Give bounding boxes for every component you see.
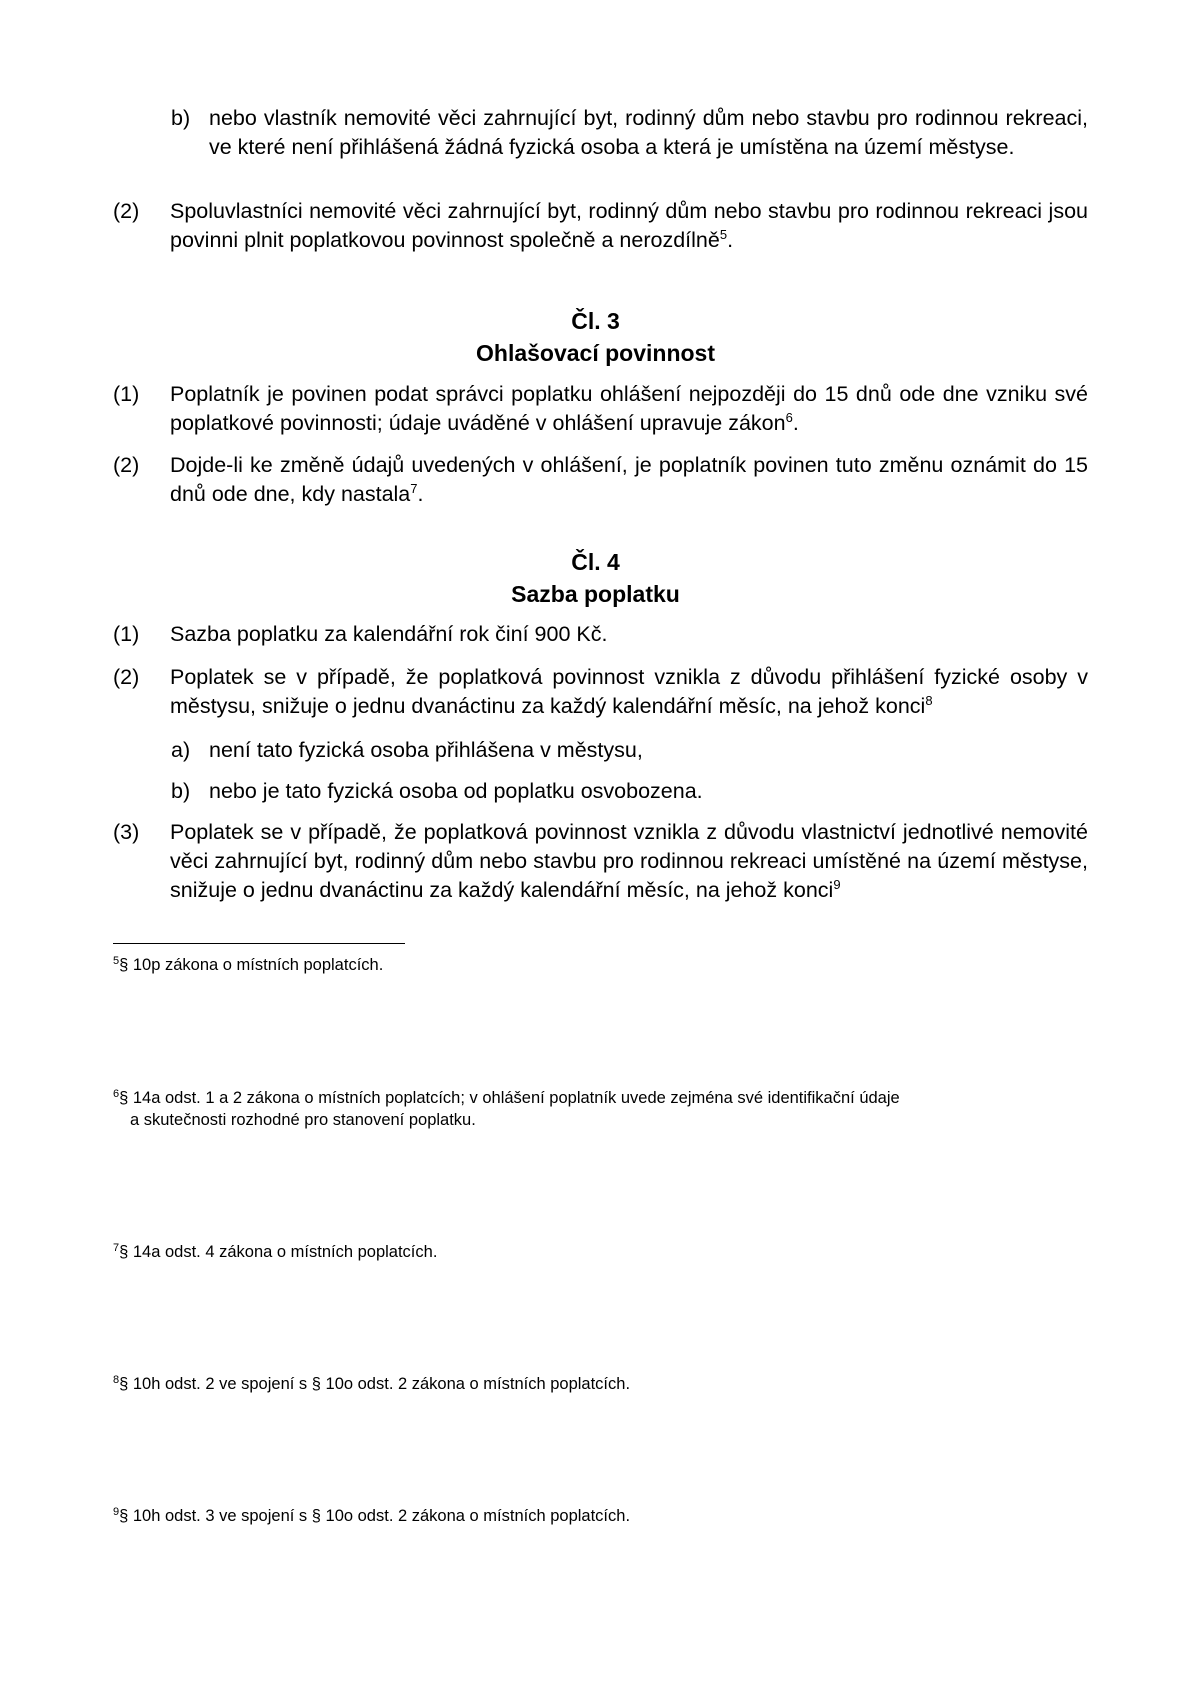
list-item-text: nebo je tato fyzická osoba od poplatku osvobozena.: [209, 779, 703, 803]
paragraph-text: Poplatník je povinen podat správci poplatku ohlášení nejpozději do 15 dnů ode dne vzniku své poplatkové povinnosti; údaje uváděné v ohlášení upravuje zákon$^6$.: [170, 382, 1088, 435]
paragraph-1: [113, 380, 1088, 438]
paragraph-text: Poplatek se v případě, že poplatková povinnost vznikla z důvodu vlastnictví jednotlivé nemovité věci zahrnující byt, rodinný dům nebo stavbu pro rodinnou rekreaci umístěné na území městyse, snižuje o jednu dvanáctinu za každý kalendářní měsíc, na jehož konci$^9$: [170, 820, 1088, 902]
paragraph-2: [113, 451, 1088, 509]
list-item-a: [171, 736, 1088, 765]
paragraph-3: [113, 818, 1088, 905]
footnote-number: 9: [113, 1506, 120, 1518]
paragraph-marker: (3): [113, 820, 140, 844]
footnote-number: 8: [113, 1374, 120, 1386]
footnote-7: [113, 1241, 1013, 1263]
list-marker: a): [171, 738, 191, 762]
paragraph-marker: (2): [113, 453, 140, 477]
footnote-number: 7: [113, 1242, 120, 1254]
footnote-text-continuation: a skutečnosti rozhodné pro stanovení poplatku.: [130, 1111, 476, 1129]
footnote-ref: 5: [719, 227, 728, 242]
footnote-number: 6: [113, 1088, 120, 1100]
footnote-9: [113, 1505, 1013, 1527]
article-number: Čl. 3: [571, 308, 620, 334]
paragraph-marker: (1): [113, 382, 140, 406]
article-title: Sazba poplatku: [511, 581, 680, 607]
article-number: Čl. 4: [571, 549, 620, 575]
footnote-ref: 7: [410, 481, 418, 496]
footnote-text: § 14a odst. 1 a 2 zákona o místních poplatcích; v ohlášení poplatník uvede zejména své identifikační údaje: [119, 1089, 900, 1107]
footnote-ref: 9: [833, 877, 841, 892]
footnote-text: § 10h odst. 2 ve spojení s § 10o odst. 2 zákona o místních poplatcích.: [119, 1375, 631, 1393]
paragraph-2: [113, 197, 1088, 255]
list-item-b: [171, 777, 1088, 806]
paragraph-text: Sazba poplatku za kalendářní rok činí 900 Kč.: [170, 622, 608, 646]
article-title: Ohlašovací povinnost: [476, 340, 715, 366]
footnote-text: § 14a odst. 4 zákona o místních poplatcích.: [119, 1243, 438, 1261]
footnote-6: [113, 1087, 1013, 1131]
paragraph-text: Poplatek se v případě, že poplatková povinnost vznikla z důvodu přihlášení fyzické osoby v městysu, snižuje o jednu dvanáctinu za každý kalendářní měsíc, na jehož konci$^8$: [170, 665, 1088, 718]
list-marker: b): [171, 779, 191, 803]
footnote-separator: [113, 943, 405, 944]
footnote-text: § 10p zákona o místních poplatcích.: [119, 956, 384, 974]
footnote-text: § 10h odst. 3 ve spojení s § 10o odst. 2 zákona o místních poplatcích.: [119, 1507, 631, 1525]
paragraph-1: [113, 620, 1088, 649]
list-item-text: není tato fyzická osoba přihlášena v městysu,: [209, 738, 643, 762]
list-marker: b): [171, 106, 191, 130]
paragraph-2: [113, 663, 1088, 721]
paragraph-marker: (2): [113, 199, 140, 223]
footnote-8: [113, 1373, 1013, 1395]
footnote-ref: 6: [785, 410, 793, 425]
footnote-5: [113, 954, 1013, 976]
paragraph-text: Dojde-li ke změně údajů uvedených v ohlášení, je poplatník povinen tuto změnu oznámit do 15 dnů ode dne, kdy nastala$^7$.: [170, 453, 1088, 506]
footnote-ref: 8: [925, 693, 933, 708]
paragraph-text: Spoluvlastníci nemovité věci zahrnující byt, rodinný dům nebo stavbu pro rodinnou rekreaci jsou povinni plnit poplatkovou povinnost společně a nerozdílně$^5$.: [170, 199, 1088, 252]
paragraph-marker: (1): [113, 622, 140, 646]
paragraph-marker: (2): [113, 665, 140, 689]
list-item-text: nebo vlastník nemovité věci zahrnující byt, rodinný dům nebo stavbu pro rodinnou rekreaci, ve které není přihlášená žádná fyzická osoba a která je umístěna na území městyse.: [209, 106, 1088, 159]
footnote-number: 5: [113, 955, 120, 967]
list-item-b: [171, 104, 1088, 162]
